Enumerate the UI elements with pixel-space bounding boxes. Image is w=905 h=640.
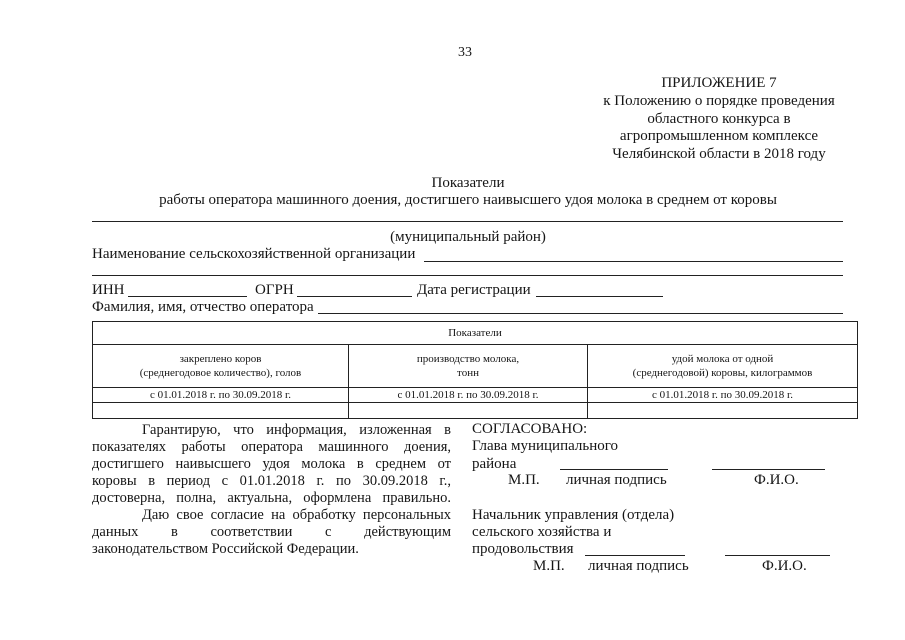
operator-name-blank-line xyxy=(318,313,843,314)
appendix-line: областного конкурса в xyxy=(647,111,791,127)
column-head-line: тонн xyxy=(457,367,479,379)
column-head-line: производство молока, xyxy=(416,353,520,365)
chief-position-line: сельского хозяйства и xyxy=(472,524,612,540)
organization-label: Наименование сельскохозяйственной организации xyxy=(92,246,416,262)
appendix-line: к Положению о порядке проведения xyxy=(603,93,835,109)
approval-title: СОГЛАСОВАНО: xyxy=(472,421,588,437)
head-name-blank xyxy=(712,469,825,470)
paragraph-line: Гарантирую, что информация, изложенная в xyxy=(142,422,451,438)
paragraph-line: достоверна, полна, актуальна, оформлена правильно. xyxy=(92,490,451,506)
appendix-line: агропромышленном комплексе xyxy=(619,128,819,144)
operator-name-label: Фамилия, имя, отчество оператора xyxy=(92,299,314,315)
document-title: Показатели xyxy=(431,175,505,191)
column-head-line: закреплено коров xyxy=(179,353,262,365)
fio-caption: Ф.И.О. xyxy=(762,558,807,574)
table-header: Показатели xyxy=(93,322,858,345)
inn-blank-line xyxy=(128,296,247,297)
district-blank-line xyxy=(92,221,843,222)
column-head-cows xyxy=(93,345,349,388)
value-cell-empty xyxy=(93,403,349,419)
organization-blank-line-2 xyxy=(92,275,843,276)
value-cell-empty xyxy=(349,403,588,419)
paragraph-line: показателях работы оператора машинного доения, xyxy=(92,439,451,455)
paragraph-line: данных в соответствии с действующим xyxy=(92,524,451,540)
ogrn-blank-line xyxy=(297,296,412,297)
chief-signature-blank xyxy=(585,555,685,556)
period-cell: с 01.01.2018 г. по 30.09.2018 г. xyxy=(349,388,588,403)
organization-blank-line xyxy=(424,261,843,262)
ogrn-label: ОГРН xyxy=(255,282,294,298)
head-signature-blank xyxy=(560,469,668,470)
column-head-line: удой молока от одной xyxy=(671,353,774,365)
chief-position-line: Начальник управления (отдела) xyxy=(472,507,675,523)
column-head-milk-yield xyxy=(588,345,858,388)
stamp-label: М.П. xyxy=(508,472,540,488)
indicators-table xyxy=(92,321,858,419)
paragraph-line: законодательством Российской Федерации. xyxy=(92,541,359,557)
district-caption: (муниципальный район) xyxy=(390,229,546,245)
column-head-line: (среднегодовое количество), голов xyxy=(139,367,302,379)
registration-date-blank-line xyxy=(536,296,663,297)
head-position-line: района xyxy=(472,456,517,472)
head-position-line: Глава муниципального xyxy=(472,438,619,454)
chief-position-line: продовольствия xyxy=(472,541,574,557)
appendix-title: ПРИЛОЖЕНИЕ 7 xyxy=(661,75,777,91)
document-subtitle: работы оператора машинного доения, достигшего наивысшего удоя молока в среднем от коровы xyxy=(159,192,777,208)
value-cell-empty xyxy=(588,403,858,419)
fio-caption: Ф.И.О. xyxy=(754,472,799,488)
signature-caption: личная подпись xyxy=(588,558,689,574)
appendix-line: Челябинской области в 2018 году xyxy=(612,146,826,162)
chief-name-blank xyxy=(725,555,830,556)
paragraph-line: Даю свое согласие на обработку персональных xyxy=(142,507,451,523)
column-head-milk-production xyxy=(349,345,588,388)
page-number: 33 xyxy=(458,45,472,60)
period-cell: с 01.01.2018 г. по 30.09.2018 г. xyxy=(588,388,858,403)
inn-label: ИНН xyxy=(92,282,125,298)
paragraph-line: коровы в период с 01.01.2018 г. по 30.09.2018 г., xyxy=(92,473,451,489)
paragraph-line: достигшего наивысшего удоя молока в среднем от xyxy=(92,456,451,472)
registration-date-label: Дата регистрации xyxy=(417,282,531,298)
signature-caption: личная подпись xyxy=(566,472,667,488)
column-head-line: (среднегодовой) коровы, килограммов xyxy=(632,367,813,379)
stamp-label: М.П. xyxy=(533,558,565,574)
period-cell: с 01.01.2018 г. по 30.09.2018 г. xyxy=(93,388,349,403)
